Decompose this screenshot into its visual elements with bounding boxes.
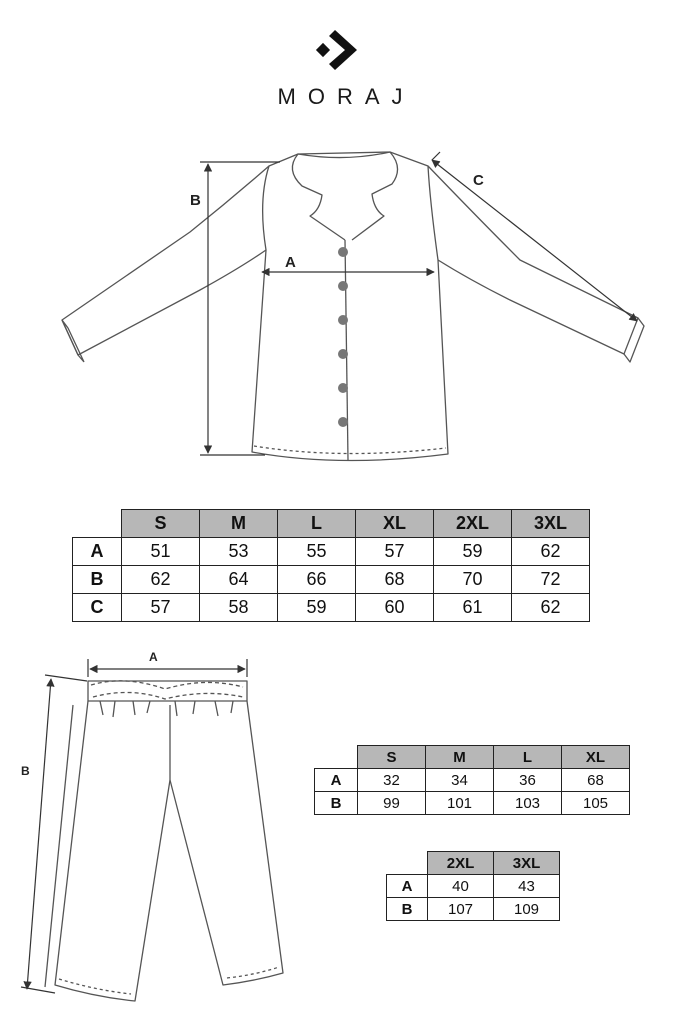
pants-size-table-extended — [386, 851, 560, 921]
pants-size-table — [314, 745, 630, 815]
table-corner — [315, 746, 358, 769]
table-row — [315, 792, 630, 815]
table-cell: 109 — [494, 898, 560, 921]
table-cell: 43 — [494, 875, 560, 898]
table-row — [387, 875, 560, 898]
table-cell: 32 — [358, 769, 426, 792]
table-cell: 105 — [562, 792, 630, 815]
table-cell: 57 — [356, 538, 434, 566]
shirt-size-table — [72, 509, 590, 622]
size-header: 2XL — [434, 510, 512, 538]
row-label: C — [73, 594, 122, 622]
pants-label-a: A — [149, 650, 158, 664]
table-cell: 57 — [122, 594, 200, 622]
table-cell: 62 — [512, 594, 590, 622]
size-header: 2XL — [428, 852, 494, 875]
size-header: XL — [356, 510, 434, 538]
size-header: 3XL — [494, 852, 560, 875]
table-cell: 58 — [200, 594, 278, 622]
brand-name: MORAJ — [277, 84, 415, 109]
table-corner — [73, 510, 122, 538]
row-label: B — [387, 898, 428, 921]
table-cell: 62 — [122, 566, 200, 594]
table-cell: 101 — [426, 792, 494, 815]
size-header: L — [494, 746, 562, 769]
table-cell: 59 — [434, 538, 512, 566]
size-header: S — [122, 510, 200, 538]
shirt-label-a: A — [285, 254, 296, 271]
table-cell: 66 — [278, 566, 356, 594]
table-cell: 53 — [200, 538, 278, 566]
table-cell: 103 — [494, 792, 562, 815]
table-corner — [387, 852, 428, 875]
table-cell: 60 — [356, 594, 434, 622]
moraj-logo-icon — [315, 28, 363, 76]
pants-diagram — [15, 645, 305, 1020]
table-cell: 55 — [278, 538, 356, 566]
table-cell: 34 — [426, 769, 494, 792]
shirt-diagram — [40, 140, 660, 480]
size-header: M — [426, 746, 494, 769]
size-header: L — [278, 510, 356, 538]
table-cell: 68 — [562, 769, 630, 792]
table-row — [387, 898, 560, 921]
pants-label-b: B — [21, 764, 30, 778]
table-cell: 62 — [512, 538, 590, 566]
size-header: XL — [562, 746, 630, 769]
size-header: 3XL — [512, 510, 590, 538]
table-cell: 40 — [428, 875, 494, 898]
table-row — [73, 538, 590, 566]
table-cell: 107 — [428, 898, 494, 921]
row-label: B — [315, 792, 358, 815]
row-label: A — [315, 769, 358, 792]
size-header: S — [358, 746, 426, 769]
table-cell: 59 — [278, 594, 356, 622]
shirt-label-c: C — [473, 172, 484, 189]
row-label: A — [387, 875, 428, 898]
table-cell: 68 — [356, 566, 434, 594]
table-cell: 70 — [434, 566, 512, 594]
table-cell: 99 — [358, 792, 426, 815]
shirt-label-b: B — [190, 192, 201, 209]
row-label: A — [73, 538, 122, 566]
table-row — [315, 769, 630, 792]
table-cell: 36 — [494, 769, 562, 792]
table-row — [73, 566, 590, 594]
size-header: M — [200, 510, 278, 538]
table-cell: 72 — [512, 566, 590, 594]
table-row — [73, 594, 590, 622]
table-cell: 64 — [200, 566, 278, 594]
table-cell: 61 — [434, 594, 512, 622]
row-label: B — [73, 566, 122, 594]
table-cell: 51 — [122, 538, 200, 566]
